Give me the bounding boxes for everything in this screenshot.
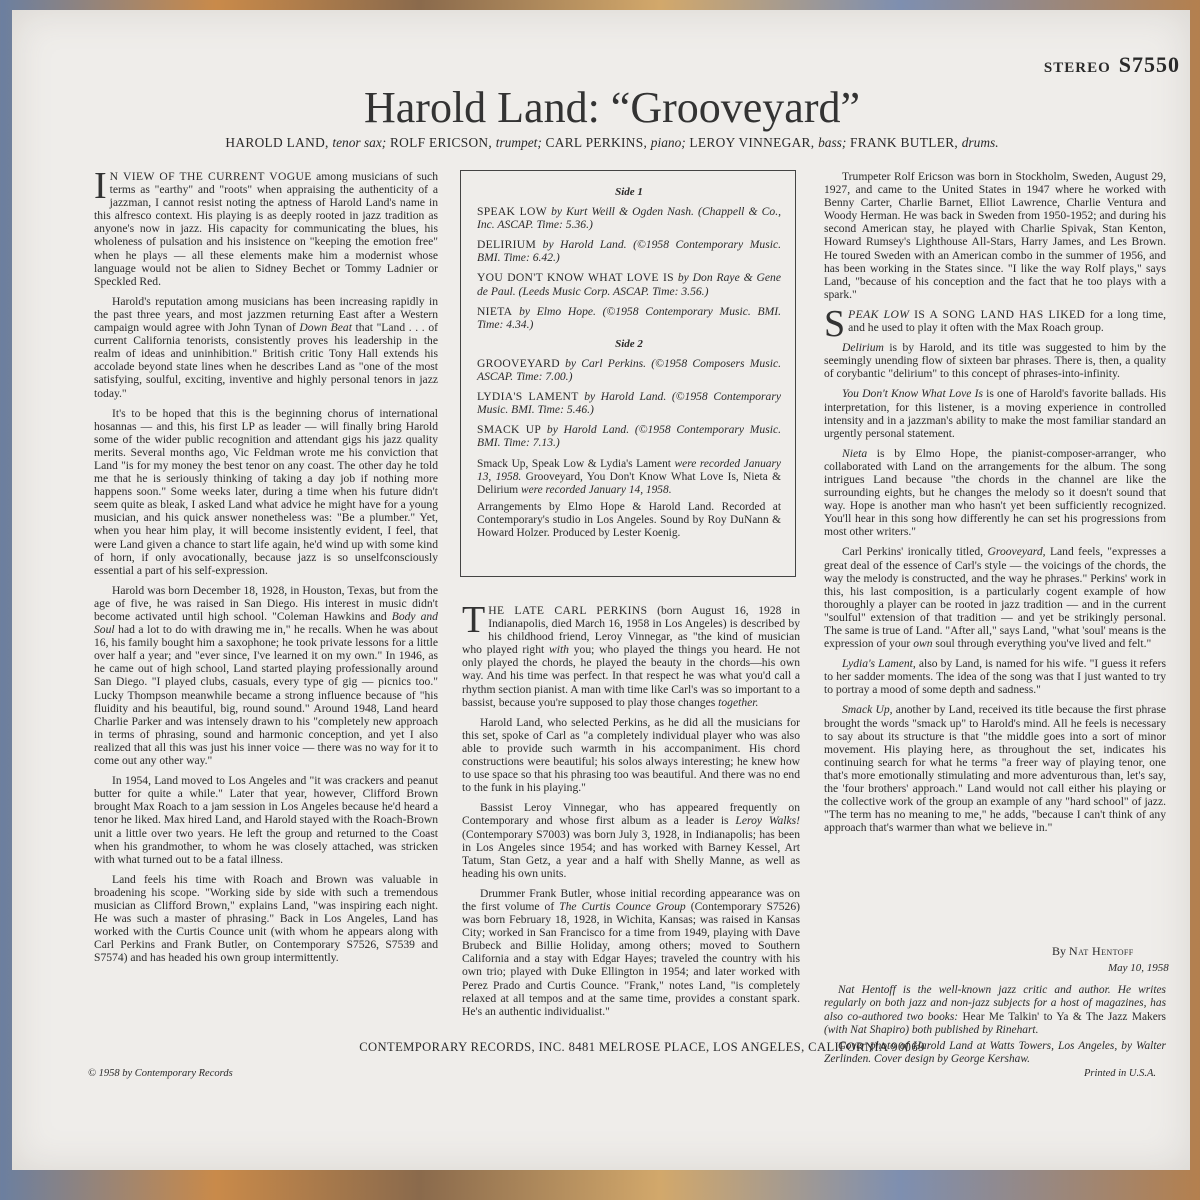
paragraph: Bassist Leroy Vinnegar, who has appeared frequently on Contemporary and whose first album as a leader is Leroy Walks! (Contemporary S7003) was born July 3, 1928, in Indianapolis; has been in Los Angeles since 1954; and has worked with Barney Kessel, Art Tatum, Stan Getz, a year and a half with Shelly Manne, as well as heading his own units. — [462, 801, 800, 880]
personnel-name: CARL PERKINS, — [545, 135, 648, 150]
side-1-label: Side 1 — [615, 186, 643, 198]
liner-notes-column-3 — [824, 170, 1166, 841]
paragraph: You Don't Know What Love Is is one of Harold's favorite ballads. His interpretation, for this listener, is a moving experience in controlled intensity and in a jazzman's ability to make the most familiar standard an urgently personal statement. — [824, 387, 1167, 440]
stereo-catalog-label — [1030, 52, 1180, 78]
drop-cap: I — [94, 165, 107, 207]
paragraph: It's to be hoped that this is the beginning chorus of international hosannas — and this, his first LP as leader — will finally bring Harold some of the wider public recognition and attendant gigs his jazz quality merits. Several months ago, Vic Feldman wrote me his conviction that Land "is for my money the best tenor on any coast. The other day he told me that he is seriously thinking of taking a day job if nothing more happens soon." Some weeks later, during a time when his future didn't seem quite as bleak, I asked Land what advice he might have for a young musician, and his quick answer nonetheless was: "Be a plumber." Yet, when you hear him play, it will become insistently evident, I feel, that were Land given a chance to start life again, he'd wind up with some kind of horn, if only avocationally, because jazz is so unselfconsciously essential a part of his self-expression. — [94, 406, 438, 577]
byline-date: May 10, 1958 — [1108, 962, 1169, 974]
personnel-line — [72, 135, 1152, 151]
track-item: NIETA by Elmo Hope. (©1958 Contemporary Music. BMI. Time: 4.34.) — [477, 304, 781, 331]
paragraph: Lydia's Lament, also by Land, is named for his wife. "I guess it refers to her sadder moments. The idea of the song was that I just wanted to try to portray a mood of some depth and sadness." — [824, 657, 1166, 697]
track-item: SPEAK LOW by Kurt Weill & Ogden Nash. (Chappell & Co., Inc. ASCAP. Time: 5.36.) — [477, 205, 781, 232]
copyright: © 1958 by Contemporary Records — [88, 1068, 233, 1079]
personnel-name: HAROLD LAND, — [225, 135, 329, 150]
paragraph: Harold Land, who selected Perkins, as he did all the musicians for this set, spoke of Carl as "a completely individual player who was also able to provide such warmth in his accompaniment. His chord constructions were beautiful; his solos always interesting; he knew how to use space so that his phrasing too was beautiful. And there was no end to the funk in his playing." — [462, 715, 800, 795]
track-item: LYDIA'S LAMENT by Harold Land. (©1958 Contemporary Music. BMI. Time: 5.46.) — [477, 390, 781, 417]
personnel-instrument: drums. — [961, 135, 999, 150]
paragraph: Smack Up, another by Land, received its title because the first phrase brought the words "smack up" to Harold's mind. All he feels is necessary to say about its structure is that "the middle goes into a sort of minor movement. His playing here, as throughout the set, indicates his continuing search for what he terms "a freer way of playing tenor, one that's more emotionally stimulating and more adventurous than, let's say, the 'four brothers' approach." Land would not call either his playing or the collective work of the group an example of any "hard school" of jazz. "The term has no meaning to me," he adds, "because I can't think of any approach that's warmer than what we believe in." — [824, 703, 1166, 835]
paragraph: I N VIEW OF THE CURRENT VOGUE among musicians of such terms as "earthy" and "roots" when appraising the authenticity of a jazzman, I cannot resist noting the aptness of Harold Land's name in this alfresco context. His playing is as deeply rooted in jazz tradition as anyone's now in jazz. His capacity for communicating the blues, his wholeness of pulsation and his insistence on "keeping the emotion free" when he plays — all these elements make him a modernist whose language would not be alien to Sidney Bechet or Tommy Ladnier or Speckled Red. — [94, 165, 438, 288]
personnel-instrument: piano; — [650, 135, 686, 150]
liner-notes-column-2 — [462, 599, 801, 1025]
drop-cap: T — [462, 599, 486, 641]
paragraph: Delirium is by Harold, and its title was suggested to him by the seemingly unending flow of sixteen bar phrases. There is, then, a quality of corybantic "delirium" to this concept of phrases-into-infinity. — [824, 341, 1166, 381]
drop-cap: S — [824, 302, 846, 345]
production-credits: Arrangements by Elmo Hope & Harold Land. Recorded at Contemporary's studio in Los Angeles. Sound by Roy DuNann & Howard Holzer. Produced by Lester Koenig. — [477, 500, 781, 539]
personnel-name: FRANK BUTLER, — [850, 135, 959, 150]
track-item: DELIRIUM by Harold Land. (©1958 Contemporary Music. BMI. Time: 6.42.) — [477, 238, 781, 265]
label-address: CONTEMPORARY RECORDS, INC. 8481 MELROSE PLACE, LOS ANGELES, CALIFORNIA 90069 — [359, 1040, 925, 1054]
personnel-instrument: bass; — [818, 135, 847, 150]
paragraph: Harold was born December 18, 1928, in Houston, Texas, but from the age of five, he was raised in San Diego. His interest in music didn't become activated until high school. "Coleman Hawkins and Body and Soul had a lot to do with drawing me in," he recalls. When he was about 16, his family bought him a saxophone; he took private lessons for a little over half a year; and "ever since, I've learned it on my own." In 1946, as he came out of high school, Land started playing professionally around San Diego. "I played clubs, casuals, every type of gig — picnics too." Lucky Thompson meanwhile became a strong influence because of "his fluidity and his beautiful, big, round sound." Around 1948, Land heard Charlie Parker and was intensely drawn to his "completely new approach in terms of phrasing, sound and harmonic conception, and yet I also realized that all this was just his inner voice — there was no way for it to come out any other way." — [94, 583, 438, 768]
author-note — [824, 984, 1166, 1068]
paragraph: THE LATE CARL PERKINS (born August 16, 1928 in Indianapolis, died March 16, 1958 in Los Angeles) is described by his childhood friend, Leroy Vinnegar, as "the kind of musician who played right with you; who played the things you heard. He not only played the chords, he played the beauty in the chords—his own way. And his time was perfect. In that respect he was what you'd call a rhythm section pianist. A man with time like Carl's was so important to a bassist, because you're supposed to play those changes together. — [462, 599, 800, 709]
personnel-name: LEROY VINNEGAR, — [689, 135, 815, 150]
paragraph: Nat Hentoff is the well-known jazz critic and author. He writes regularly on both jazz and non-jazz subjects for a host of magazines, has also co-authored two books: Hear Me Talkin' to Ya & The Jazz Makers (with Nat Shapiro) both published by Rinehart. — [824, 984, 1166, 1037]
paragraph: Trumpeter Rolf Ericson was born in Stockholm, Sweden, August 29, 1927, and came to the United States in 1947 where he worked with Benny Carter, Charlie Barnet, Elliot Lawrence, Charlie Ventura and Woody Herman. He was back in Sweden from 1950-1952; and during his second American stay, he played with Charlie Spivak, Stan Kenton, Howard Rumsey's Lighthouse All-Stars, Harry James, and Les Brown. He toured Sweden with an American combo in the summer of 1956, and has been working in the States since. "I like the way Rolf plays," says Land, "because of his conception and the fact that he too plays with a spark." — [824, 170, 1166, 301]
personnel-instrument: trumpet; — [495, 135, 542, 150]
track-item: GROOVEYARD by Carl Perkins. (©1958 Composers Music. ASCAP. Time: 7.00.) — [477, 356, 782, 384]
album-title: Harold Land: “Grooveyard” — [363, 83, 860, 132]
personnel-name: ROLF ERICSON, — [389, 135, 493, 150]
paragraph: Carl Perkins' ironically titled, Grooveyard, Land feels, "expresses a great deal of the essence of Carl's style — the voicings of the chords, the way the melody is constructed, and the way he phrases." Perkins' work in this, his last composition, is a particularly cogent example of how thoroughly a player can be rooted in jazz tradition — and in the current "soulful" extension of that tradition — and yet be strikingly personal. The same is true of Land. "After all," says Land, "what 'soul' means is the expression of your own soul through everything you've lived and felt." — [824, 545, 1166, 651]
personnel-instrument: tenor sax; — [332, 135, 387, 150]
author-name: Nat Hentoff — [1069, 944, 1134, 958]
record-back-cover — [12, 10, 1190, 1170]
paragraph: Drummer Frank Butler, whose initial recording appearance was on the first volume of The Curtis Counce Group (Contemporary S7526) was born February 18, 1928, in Wichita, Kansas; was raised in Kansas City; worked in San Francisco for a time from 1949, playing with Dave Brubeck and Billie Holiday, among others; moved to Southern California and a stay with Edgar Hayes; traveled the country with his own trio; played with Duke Ellington in 1954; and later worked with Perez Prado and Curtis Counce. "Frank," notes Land, "is completely relaxed at all tempos and at the same time, provides a constant spark. He's an authentic individualist." — [462, 886, 801, 1018]
printed-in: Printed in U.S.A. — [1084, 1068, 1157, 1079]
track-item: SMACK UP by Harold Land. (©1958 Contemporary Music. BMI. Time: 7.13.) — [477, 423, 782, 450]
tracklist-box — [460, 170, 796, 577]
paragraph: Land feels his time with Roach and Brown was valuable in broadening his scope. "Working side by side with such a tremendous musician as Clifford Brown," explains Land, "was inspiring each night. He was such a master of phrasing." Back in Los Angeles, Land has worked with the Curtis Counce unit (with whom he appears along with Carl Perkins and Frank Butler, on Contemporary S7526, S7539 and S7574) and has headed his own group intermittently. — [94, 872, 438, 965]
paragraph: Nieta is by Elmo Hope, the pianist-composer-arranger, who collaborated with Land on the arrangements for the album. The song intrigues Land because "the chords in the channel are like the surrounding eights, but he changes the melody so it doesn't sound that way. Hope is another man who hasn't yet been sufficiently recognized. You'll hear in this song how differently he can set his progressions from most other writers." — [824, 446, 1166, 539]
paragraph: SPEAK LOW IS A SONG LAND HAS LIKED for a long time, and he used to play it often with the Max Roach group. — [824, 302, 1166, 345]
stereo-label: STEREO — [1043, 60, 1111, 76]
author-byline: By Nat Hentoff — [1052, 944, 1134, 958]
paragraph: In 1954, Land moved to Los Angeles and "it was crackers and peanut butter for quite a while." Later that year, however, Clifford Brown brought Max Roach to a jam session in Los Angeles because he'd heard a tenor he liked. Max hired Land, and Harold stayed with the Roach-Brown unit a little over two years. He left the group and returned to the Coast when his grandmother, to whom he was closely attached, was stricken with what turned out to be a fatal illness. — [94, 774, 438, 866]
paragraph: Cover photo of Harold Land at Watts Towers, Los Angeles, by Walter Zerlinden. Cover design by George Kershaw. — [824, 1039, 1166, 1066]
track-item: YOU DON'T KNOW WHAT LOVE IS by Don Raye & Gene de Paul. (Leeds Music Corp. ASCAP. Time: 3.56.) — [477, 271, 781, 298]
liner-notes-column-1 — [94, 165, 438, 971]
side-2-label: Side 2 — [615, 337, 643, 350]
recording-info: Smack Up, Speak Low & Lydia's Lament were recorded January 13, 1958. Grooveyard, You Don't Know What Love Is, Nieta & Delirium were recorded January 14, 1958. Arrangements by Elmo Hope & Harold Land. Recorded at Contemporary's studio in Los Angeles. Sound by Roy DuNann & Howard Holzer. Produced by Lester Koenig. — [477, 457, 781, 539]
paragraph: Harold's reputation among musicians has been increasing rapidly in the past three years, and most jazzmen returning East after a Western campaign would agree with John Tynan of Down Beat that "Land . . . of current California tenorists, consistently proves his leadership in the realm of ideas and uninhibition." British critic Tony Hall extends his accolade beyond state lines when he describes Land as "one of the most satisfying, soulful, exciting, inventive and highly personal tenors in jazz today." — [94, 294, 438, 400]
catalog-number: S7550 — [1118, 52, 1180, 77]
